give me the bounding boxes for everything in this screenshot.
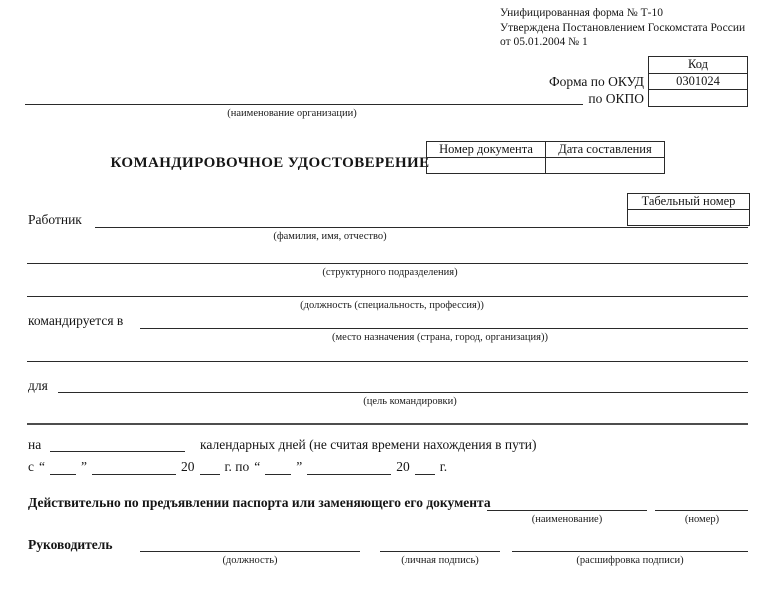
date-between-label: г. по (224, 459, 250, 474)
thick-divider (27, 423, 748, 425)
validity-label: Действительно по предъявлении паспорта или заменяющего его документа (28, 495, 491, 510)
position-hint: (должность (специальность, профессия)) (300, 300, 484, 311)
doc-number-value-cell (427, 158, 546, 174)
quote-open: “ (254, 459, 261, 474)
manager-name-line (512, 551, 748, 552)
doc-number-header-cell: Номер документа (427, 142, 546, 158)
manager-signature-line (380, 551, 500, 552)
year-to-blank (415, 459, 435, 475)
month-to-blank (307, 459, 391, 475)
okpo-code-cell (649, 90, 748, 107)
destination-line (140, 328, 748, 329)
manager-position-hint: (должность) (222, 555, 278, 566)
form-note (500, 6, 745, 50)
validity-name-line (487, 510, 647, 511)
validity-name-hint: (наименование) (531, 514, 603, 525)
form-title: КОМАНДИРОВОЧНОЕ УДОСТОВЕРЕНИЕ (110, 155, 430, 171)
department-line (27, 263, 748, 264)
okud-label: Форма по ОКУД (548, 74, 644, 89)
century-to: 20 (396, 459, 410, 474)
quote-close: ” (81, 459, 87, 474)
code-box-table (648, 56, 748, 107)
doc-info-table (426, 141, 665, 174)
position-line (27, 296, 748, 297)
form-note-line: Унифицированная форма № Т-10 (500, 7, 663, 19)
quote-open: “ (39, 459, 45, 474)
manager-name-hint: (расшифровка подписи) (576, 555, 684, 566)
personnel-number-value-cell (628, 210, 750, 226)
manager-position-line (140, 551, 360, 552)
manager-signature-hint: (личная подпись) (401, 555, 479, 566)
year-suffix-label: г. (439, 459, 448, 474)
destination-label: командируется в (28, 313, 124, 328)
doc-date-value-cell (546, 158, 665, 174)
worker-label: Работник (28, 212, 82, 227)
worker-name-line (95, 227, 748, 228)
doc-date-header-cell: Дата составления (546, 142, 665, 158)
duration-days-line (50, 451, 185, 452)
day-from-blank (50, 459, 76, 475)
destination-hint: (место назначения (страна, город, организация)) (332, 332, 548, 343)
org-name-line (25, 104, 583, 105)
form-note-line: от 05.01.2004 № 1 (500, 36, 588, 48)
org-name-hint: (наименование организации) (227, 108, 357, 119)
separator-line (27, 361, 748, 362)
department-hint: (структурного подразделения) (322, 267, 458, 278)
purpose-line (58, 392, 748, 393)
day-to-blank (265, 459, 291, 475)
form-note-line: Утверждена Постановлением Госкомстата России (500, 21, 746, 34)
purpose-hint: (цель командировки) (363, 396, 457, 407)
validity-number-line (655, 510, 748, 511)
quote-close: ” (296, 459, 303, 474)
code-box-header: Код (649, 57, 748, 74)
validity-number-hint: (номер) (684, 514, 720, 525)
month-from-blank (92, 459, 176, 475)
duration-prefix-label: на (28, 437, 42, 452)
worker-name-hint: (фамилия, имя, отчество) (273, 231, 387, 242)
okud-code-cell: 0301024 (649, 73, 748, 90)
personnel-number-table (627, 193, 750, 226)
duration-suffix-label: календарных дней (не считая времени нахождения в пути) (200, 437, 537, 452)
year-from-blank (200, 459, 220, 475)
date-from-prefix: с (28, 459, 34, 474)
trip-dates-row (28, 459, 447, 475)
manager-label: Руководитель (28, 537, 113, 552)
century-from: 20 (181, 459, 195, 474)
personnel-number-header-cell: Табельный номер (628, 194, 750, 210)
okpo-label: по ОКПО (588, 91, 644, 106)
purpose-label: для (28, 378, 48, 393)
